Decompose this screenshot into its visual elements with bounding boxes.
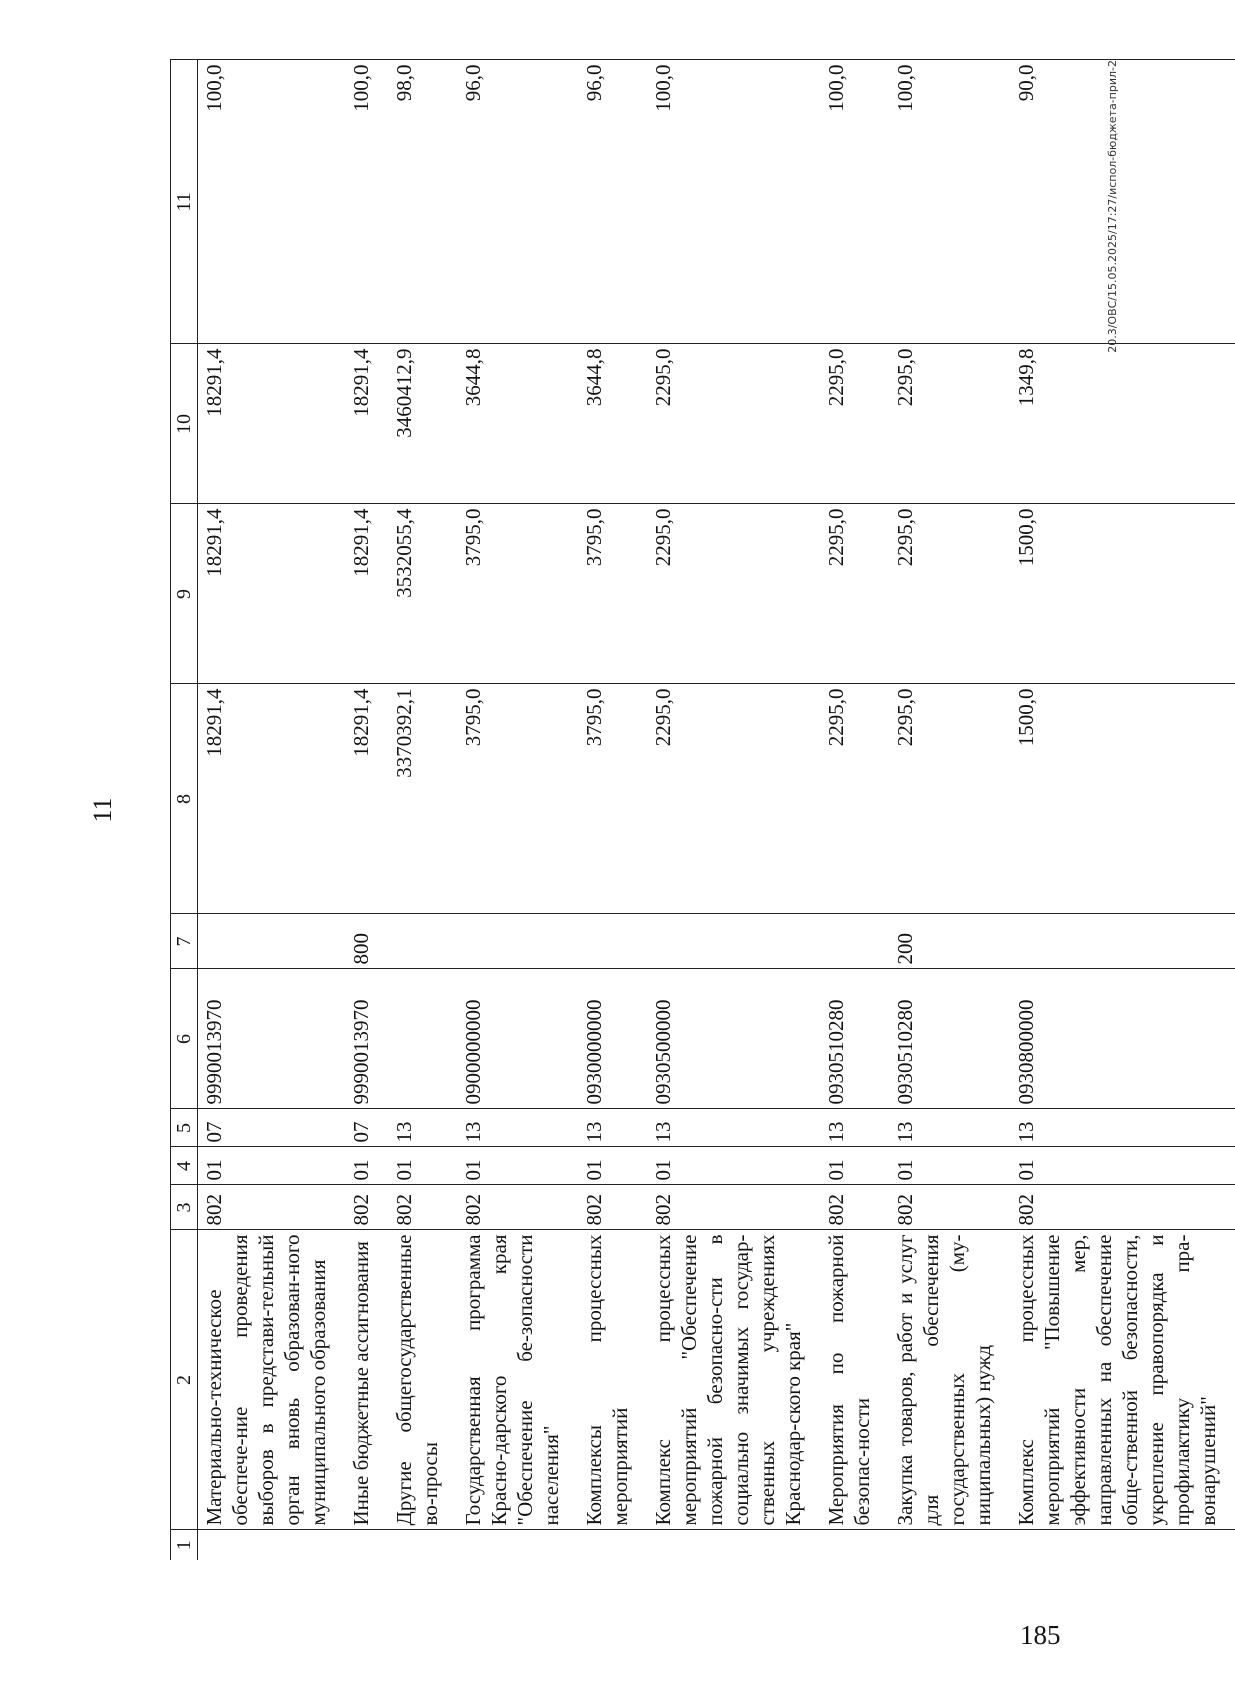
column-header: 6 <box>171 969 198 1109</box>
cell-c9: 1500,0 <box>1010 504 1235 684</box>
cell-c4: 01 <box>1010 1147 1235 1185</box>
cell-c11: 100,0 <box>345 60 388 344</box>
row-index-cell <box>345 1530 388 1560</box>
cell-c11: 96,0 <box>578 60 647 344</box>
table-row <box>198 60 346 1560</box>
cell-c3: 802 <box>1010 1185 1235 1230</box>
cell-c10: 18291,4 <box>345 344 388 504</box>
cell-c9: 2295,0 <box>647 504 820 684</box>
row-description: Иные бюджетные ассигнования <box>345 1230 388 1530</box>
cell-c5: 13 <box>820 1109 889 1147</box>
cell-c8: 3795,0 <box>578 684 647 914</box>
cell-c5: 13 <box>578 1109 647 1147</box>
cell-c11: 98,0 <box>388 60 457 344</box>
cell-c10: 1349,8 <box>1010 344 1235 504</box>
column-header: 7 <box>171 914 198 969</box>
cell-c5: 13 <box>647 1109 820 1147</box>
row-description: Другие общегосударственные во-просы <box>388 1230 457 1530</box>
cell-c7 <box>647 914 820 969</box>
cell-c8: 18291,4 <box>198 684 346 914</box>
column-header: 3 <box>171 1185 198 1230</box>
cell-c8: 3370392,1 <box>388 684 457 914</box>
row-description: Мероприятия по пожарной безопас-ности <box>820 1230 889 1530</box>
column-header: 10 <box>171 344 198 504</box>
cell-c7: 800 <box>345 914 388 969</box>
table-row <box>820 60 889 1560</box>
cell-c10: 18291,4 <box>198 344 346 504</box>
row-description: Комплекс процессных мероприятий "Обеспечение пожарной безопасно-сти в социально значимых государ-ственных учреждениях Краснодар-ского края" <box>647 1230 820 1530</box>
cell-c5: 13 <box>1010 1109 1235 1147</box>
cell-c10: 2295,0 <box>647 344 820 504</box>
table-row <box>889 60 1010 1560</box>
row-description: Государственная программа Красно-дарского края "Обеспечение бе-зопасности населения" <box>457 1230 578 1530</box>
row-index-cell <box>1010 1530 1235 1560</box>
cell-c3: 802 <box>820 1185 889 1230</box>
cell-c7 <box>1010 914 1235 969</box>
table-row <box>345 60 388 1560</box>
cell-c11: 96,0 <box>457 60 578 344</box>
cell-c4: 01 <box>345 1147 388 1185</box>
row-description: Комплексы процессных мероприятий <box>578 1230 647 1530</box>
cell-c11: 100,0 <box>889 60 1010 344</box>
cell-c4: 01 <box>647 1147 820 1185</box>
cell-c4: 01 <box>457 1147 578 1185</box>
cell-c8: 2295,0 <box>889 684 1010 914</box>
row-index-cell <box>647 1530 820 1560</box>
row-index-cell <box>198 1530 346 1560</box>
cell-c3: 802 <box>345 1185 388 1230</box>
column-header: 1 <box>171 1530 198 1560</box>
cell-c11: 100,0 <box>647 60 820 344</box>
column-header: 2 <box>171 1230 198 1530</box>
cell-c6: 9990013970 <box>198 969 346 1109</box>
cell-c8: 2295,0 <box>820 684 889 914</box>
cell-c7 <box>457 914 578 969</box>
cell-c5: 13 <box>388 1109 457 1147</box>
cell-c10: 3460412,9 <box>388 344 457 504</box>
cell-c8: 3795,0 <box>457 684 578 914</box>
cell-c7 <box>820 914 889 969</box>
cell-c9: 18291,4 <box>345 504 388 684</box>
column-header: 5 <box>171 1109 198 1147</box>
cell-c6: 0930510280 <box>820 969 889 1109</box>
cell-c9: 18291,4 <box>198 504 346 684</box>
cell-c9: 3795,0 <box>457 504 578 684</box>
cell-c11: 100,0 <box>820 60 889 344</box>
column-header-row <box>171 60 198 1560</box>
cell-c3: 802 <box>578 1185 647 1230</box>
table-row <box>578 60 647 1560</box>
cell-c3: 802 <box>457 1185 578 1230</box>
cell-c4: 01 <box>388 1147 457 1185</box>
cell-c10: 3644,8 <box>457 344 578 504</box>
row-index-cell <box>889 1530 1010 1560</box>
footer-document-path: 20.3/ОВС/15.05.2025/17:27/испол-бюджета-прил-2 <box>1106 60 1119 353</box>
table-row <box>388 60 457 1560</box>
cell-c6: 0930000000 <box>578 969 647 1109</box>
cell-c9: 2295,0 <box>889 504 1010 684</box>
table-row <box>1010 60 1235 1560</box>
cell-c8: 1500,0 <box>1010 684 1235 914</box>
cell-c8: 2295,0 <box>647 684 820 914</box>
cell-c10: 2295,0 <box>889 344 1010 504</box>
cell-c4: 01 <box>198 1147 346 1185</box>
page-number: 185 <box>1020 1620 1061 1650</box>
cell-c6: 0930800000 <box>1010 969 1235 1109</box>
cell-c3: 802 <box>198 1185 346 1230</box>
cell-c5: 13 <box>889 1109 1010 1147</box>
cell-c9: 3532055,4 <box>388 504 457 684</box>
cell-c3: 802 <box>388 1185 457 1230</box>
cell-c6 <box>388 969 457 1109</box>
row-description: Комплекс процессных мероприятий "Повышение эффективности мер, направленных на обеспечение обще-ственной безопасности, укрепление правопорядка и профилактику пра-вонарушений" <box>1010 1230 1235 1530</box>
column-header: 9 <box>171 504 198 684</box>
column-header: 11 <box>171 60 198 344</box>
cell-c4: 01 <box>820 1147 889 1185</box>
row-description: Материально-техническое обеспече-ние проведения выборов в представи-тельный орган вновь образован-ного муниципального образования <box>198 1230 346 1530</box>
column-header: 8 <box>171 684 198 914</box>
cell-c9: 2295,0 <box>820 504 889 684</box>
table-row <box>647 60 820 1560</box>
row-index-cell <box>388 1530 457 1560</box>
row-description: Закупка товаров, работ и услуг для обеспечения государственных (му-ниципальных) нужд <box>889 1230 1010 1530</box>
cell-c6: 9990013970 <box>345 969 388 1109</box>
cell-c5: 13 <box>457 1109 578 1147</box>
table-row <box>457 60 578 1560</box>
cell-c10: 2295,0 <box>820 344 889 504</box>
cell-c5: 07 <box>198 1109 346 1147</box>
cell-c5: 07 <box>345 1109 388 1147</box>
cell-c7: 200 <box>889 914 1010 969</box>
cell-c6: 0930510280 <box>889 969 1010 1109</box>
cell-c9: 3795,0 <box>578 504 647 684</box>
cell-c7 <box>388 914 457 969</box>
cell-c6: 0930500000 <box>647 969 820 1109</box>
row-index-cell <box>457 1530 578 1560</box>
cell-c4: 01 <box>578 1147 647 1185</box>
cell-c6: 0900000000 <box>457 969 578 1109</box>
rotated-page-content <box>88 60 1220 1560</box>
cell-c11: 100,0 <box>198 60 346 344</box>
cell-c7 <box>198 914 346 969</box>
cell-c3: 802 <box>647 1185 820 1230</box>
cell-c10: 3644,8 <box>578 344 647 504</box>
cell-c8: 18291,4 <box>345 684 388 914</box>
cell-c7 <box>578 914 647 969</box>
row-index-cell <box>578 1530 647 1560</box>
column-header: 4 <box>171 1147 198 1185</box>
cell-c11: 90,0 <box>1010 60 1235 344</box>
row-index-cell <box>820 1530 889 1560</box>
page-header: 11 <box>88 797 117 823</box>
budget-table <box>170 60 1235 1561</box>
cell-c4: 01 <box>889 1147 1010 1185</box>
cell-c3: 802 <box>889 1185 1010 1230</box>
